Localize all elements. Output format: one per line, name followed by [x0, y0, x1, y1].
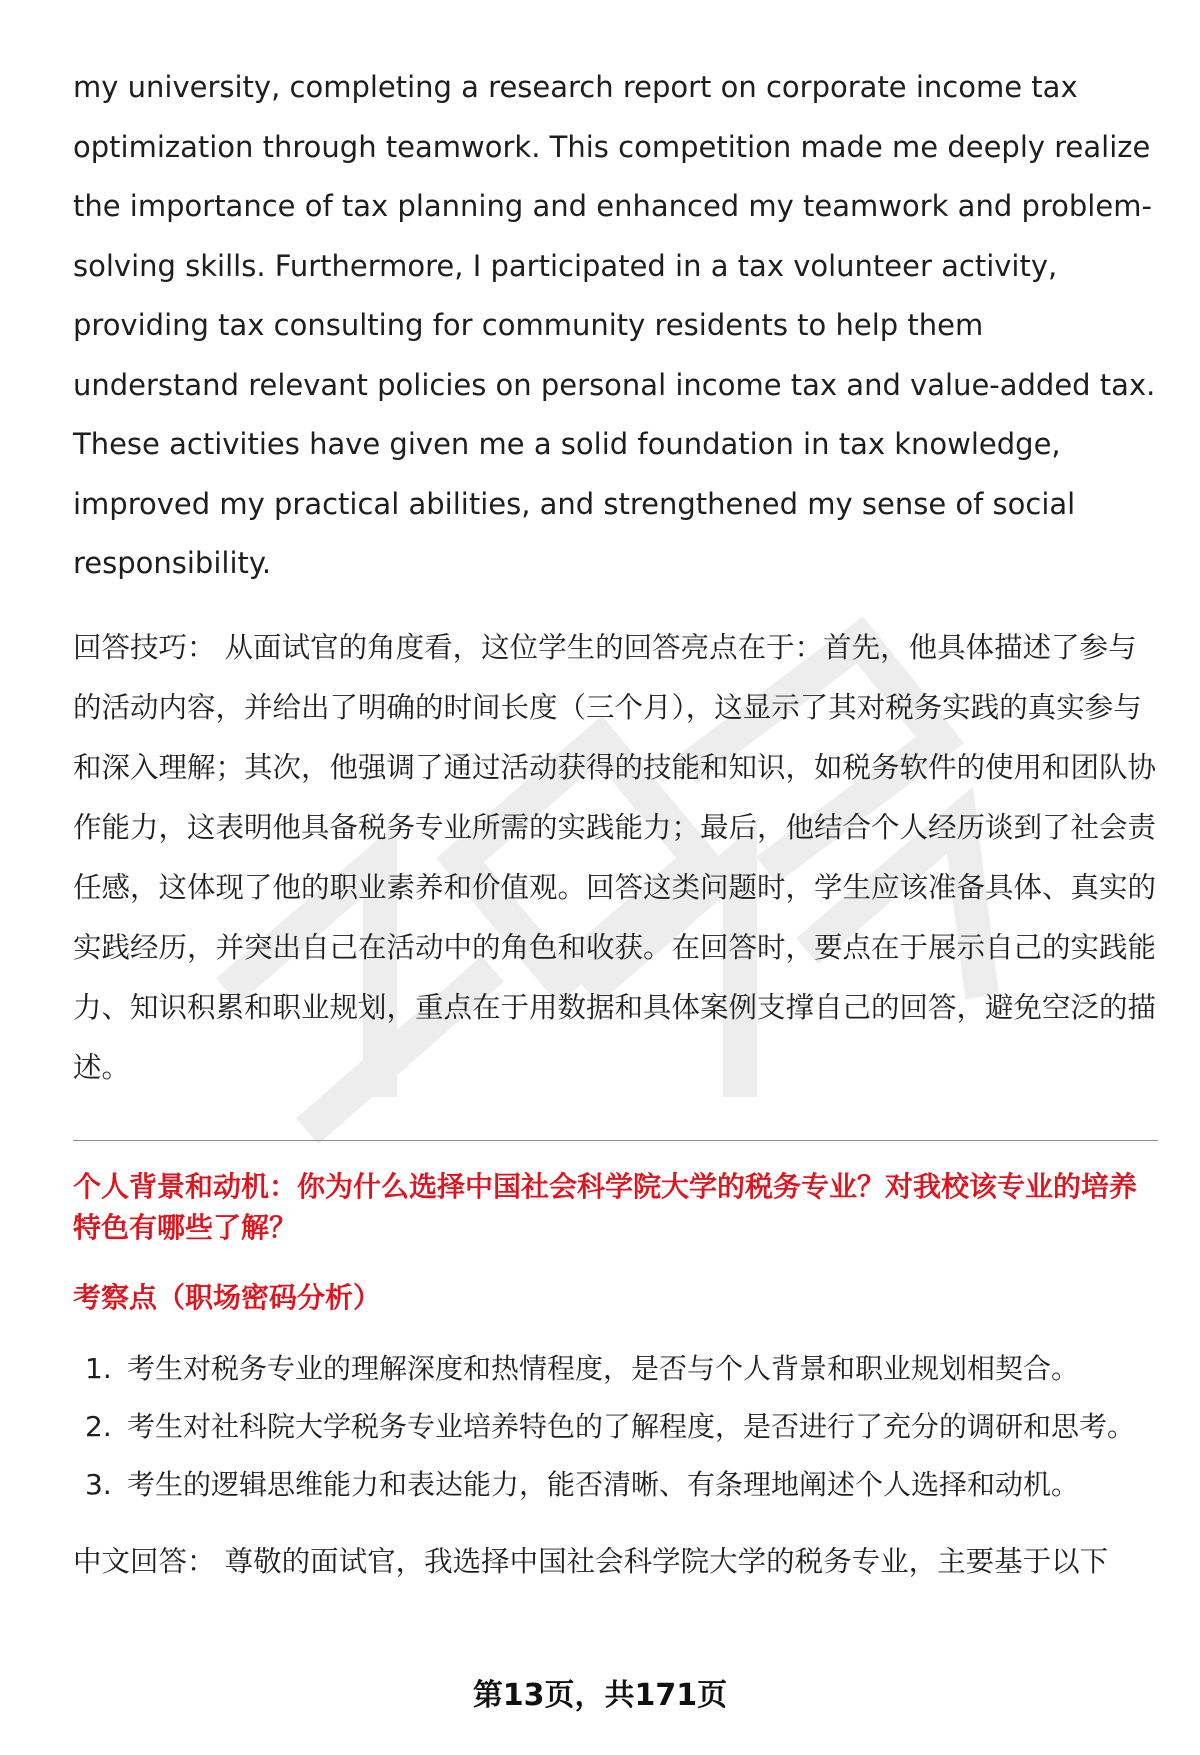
answer-tips-paragraph	[73, 618, 1158, 1098]
list-item-text: 考生对税务专业的理解深度和热情程度，是否与个人背景和职业规划相契合。	[127, 1351, 1080, 1385]
list-item-number: 3.	[85, 1467, 112, 1501]
analysis-points-list	[73, 1340, 1158, 1514]
main-content	[73, 58, 1158, 1592]
list-item	[73, 1340, 1158, 1398]
chinese-answer-text: 尊敬的面试官，我选择中国社会科学院大学的税务专业，主要基于以下	[224, 1544, 1109, 1578]
answer-tips-text: 从面试官的角度看，这位学生的回答亮点在于：首先，他具体描述了参与的活动内容，并给出了明确的时间长度（三个月），这显示了其对税务实践的真实参与和深入理解；其次，他强调了通过活动获得的技能和知识，如税务软件的使用和团队协作能力，这表明他具备税务专业所需的实践能力；最后，他结合个人经历谈到了社会责任感，这体现了他的职业素养和价值观。回答这类问题时，学生应该准备具体、真实的实践经历，并突出自己在活动中的角色和收获。在回答时，要点在于展示自己的实践能力、知识积累和职业规划，重点在于用数据和具体案例支撑自己的回答，避免空泛的描述。	[73, 630, 1157, 1084]
list-item-number: 2.	[85, 1409, 112, 1443]
question-heading: 个人背景和动机：你为什么选择中国社会科学院大学的税务专业？对我校该专业的培养特色有哪些了解？	[73, 1169, 1138, 1244]
list-item	[73, 1398, 1158, 1456]
answer-tips-label: 回答技巧：	[73, 630, 216, 664]
chinese-answer-label: 中文回答：	[73, 1544, 216, 1578]
english-answer-paragraph: my university, completing a research report on corporate income tax optimization through teamwork. This competition made me deeply realize the importance of tax planning and enhanced my teamwork and problem-solving skills. Furthermore, I participated in a tax volunteer activity, providing tax consulting for community residents to help them understand relevant policies on personal income tax and value-added tax. These activities have given me a solid foundation in tax knowledge, improved my practical abilities, and strengthened my sense of social responsibility.	[73, 70, 1156, 580]
section-divider	[73, 1140, 1158, 1141]
list-item	[73, 1456, 1158, 1514]
analysis-heading: 考察点（职场密码分析）	[73, 1280, 382, 1314]
list-item-text: 考生对社科院大学税务专业培养特色的了解程度，是否进行了充分的调研和思考。	[127, 1409, 1136, 1443]
page-number-footer: 第13页，共171页	[472, 1678, 728, 1713]
list-item-number: 1.	[85, 1351, 112, 1385]
list-item-text: 考生的逻辑思维能力和表达能力，能否清晰、有条理地阐述个人选择和动机。	[127, 1467, 1080, 1501]
chinese-answer-paragraph	[73, 1532, 1158, 1592]
